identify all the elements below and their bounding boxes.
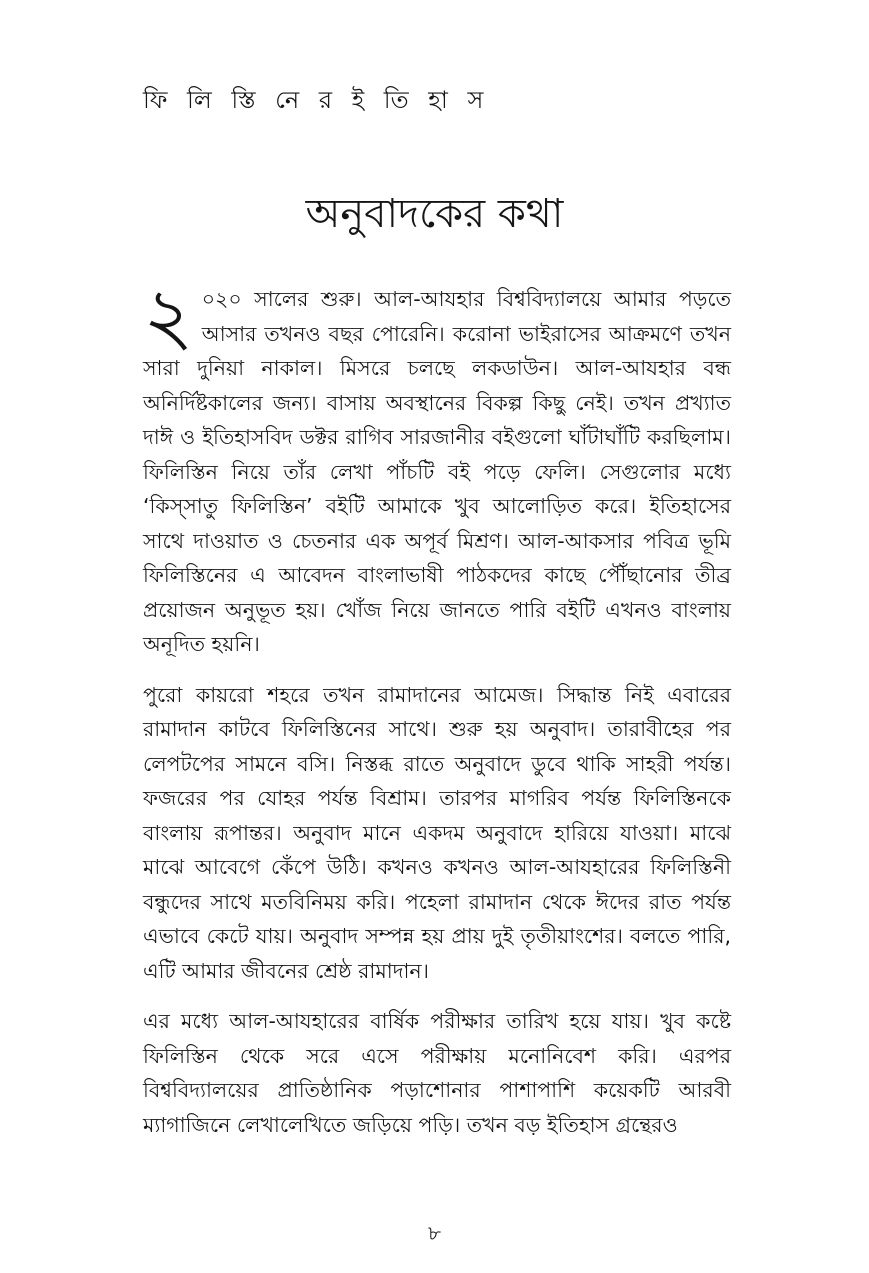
paragraph-2: পুরো কায়রো শহরে তখন রামাদানের আমেজ। সিদ্ধান্ত নিই এবারের রামাদান কাটবে ফিলিস্তিনের সাথে। শুরু হয় অনুবাদ। তারাবীহের পর লেপটপের সামনে বসি। নিস্তব্ধ রাতে অনুবাদে ডুবে থাকি সাহরী পর্যন্ত। ফজরের পর যোহর পর্যন্ত বিশ্রাম। তারপর মাগরিব পর্যন্ত ফিলিস্তিনকে বাংলায় রূপান্তর। অনুবাদ মানে একদম অনুবাদে হারিয়ে যাওয়া। মাঝে মাঝে আবেগে কেঁপে উঠি। কখনও কখনও আল-আযহারের ফিলিস্তিনী বন্ধুদের সাথে মতবিনিময় করি। পহেলা রামাদান থেকে ঈদের রাত পর্যন্ত এভাবে কেটে যায়। অনুবাদ সম্পন্ন হয় প্রায় দুই তৃতীয়াংশের। বলতে পারি, এটি আমার জীবনের শ্রেষ্ঠ রামাদান। [143,682,731,983]
paragraph-1-text: ০২০ সালের শুরু। আল-আযহার বিশ্ববিদ্যালয়ে আমার পড়তে আসার তখনও বছর পোরেনি। করোনা ভাইরাসের আক্রমণে তখন সারা দুনিয়া নাকাল। মিসরে চলছে লকডাউন। আল-আযহার বন্ধ অনির্দিষ্টকালের জন্য। বাসায় অবস্থানের বিকল্প কিছু নেই। তখন প্রখ্যাত দাঈ ও ইতিহাসবিদ ডক্টর রাগিব সারজানীর বইগুলো ঘাঁটাঘাঁটি করছিলাম। ফিলিস্তিন নিয়ে তাঁর লেখা পাঁচটি বই পড়ে ফেলি। সেগুলোর মধ্যে ‘কিস্‌সাতু ফিলিস্তিন’ বইটি আমাকে খুব আলোড়িত করে। ইতিহাসের সাথে দাওয়াত ও চেতনার এক অপূর্ব মিশ্রণ। আল-আকসার পবিত্র ভূমি ফিলিস্তিনের এ আবেদন বাংলাভাষী পাঠকদের কাছে পৌঁছানোর তীব্র প্রয়োজন অনুভূত হয়। খোঁজ নিয়ে জানতে পারি বইটি এখনও বাংলায় অনূদিত হয়নি। [143,287,731,656]
drop-cap: ২ [143,272,194,362]
chapter-title: অনুবাদকের কথা [305,191,564,237]
paragraph-1 [143,272,731,662]
running-head: ফি লি স্তি নে র ই তি হা স [143,86,490,114]
paragraph-3: এর মধ্যে আল-আযহারের বার্ষিক পরীক্ষার তারিখ হয়ে যায়। খুব কষ্টে ফিলিস্তিন থেকে সরে এসে পরীক্ষায় মনোনিবেশ করি। এরপর বিশ্ববিদ্যালয়ের প্রাতিষ্ঠানিক পড়াশোনার পাশাপাশি কয়েকটি আরবী ম্যাগাজিনে লেখালেখিতে জড়িয়ে পড়ি। তখন বড় ইতিহাস গ্রন্থেরও [143,1009,731,1137]
body-text [143,272,731,1158]
page-number: ৮ [428,1221,441,1245]
